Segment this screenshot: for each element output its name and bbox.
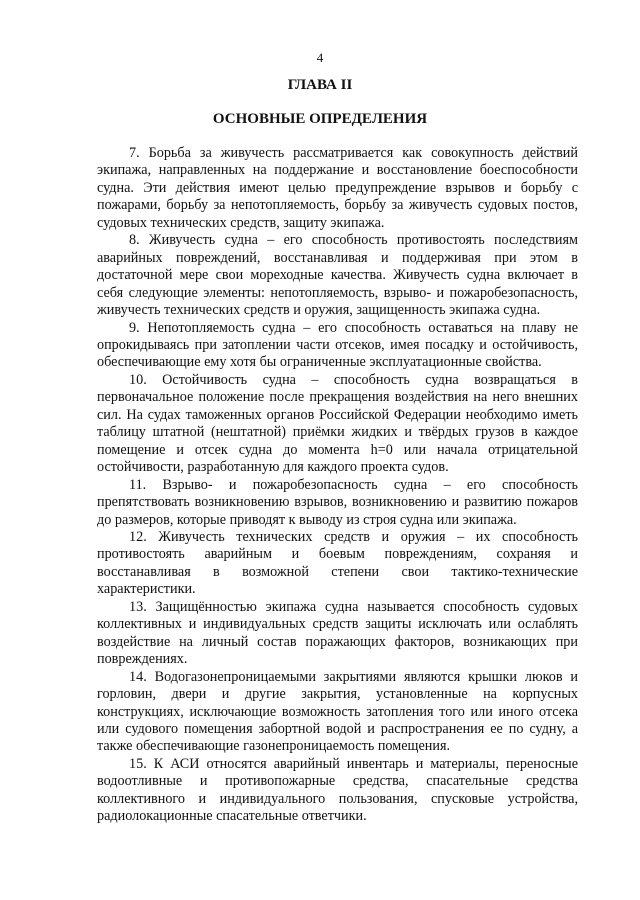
body-text: [97, 145, 578, 826]
page-number: 4: [316, 50, 324, 65]
chapter-heading: ГЛАВА II: [287, 77, 353, 93]
paragraph-10: 10. Остойчивость судна – способность судна возвращаться в первоначальное положение после прекращения воздействия на него внешних сил. На судах таможенных органов Российской Федерации необходимо иметь таблицу штатной (нештатной) приёмки жидких и твёрдых грузов в каждое помещение и отсек судна до момента h=0 или начала отрицательной остойчивости, разработанную для каждого проекта судов.: [97, 371, 578, 476]
paragraph-15: 15. К АСИ относятся аварийный инвентарь и материалы, переносные водоотливные и противопожарные средства, спасательные средства коллективного и индивидуального пользования, спусковые устройства, радиолокационные спасательные ответчики.: [97, 755, 578, 825]
paragraph-12: 12. Живучесть технических средств и оружия – их способность противостоять аварийным и боевым повреждениям, сохраняя и восстанавливая в возможной степени свои тактико-технические характеристики.: [97, 528, 578, 598]
paragraph-7: 7. Борьба за живучесть рассматривается как совокупность действий экипажа, направленных на поддержание и восстановление боеспособности судна. Эти действия имеют целью предупреждение взрывов и борьбу с пожарами, борьбу за непотопляемость, борьбу за живучесть судовых постов, судовых технических средств, защиту экипажа.: [97, 145, 578, 231]
paragraph-8: 8. Живучесть судна – его способность противостоять последствиям аварийных повреждений, восстанавливая и поддерживая при этом в достаточной мере свои мореходные качества. Живучесть судна включает в себя следующие элементы: непотопляемость, взрыво- и пожаробезопасность, живучесть технических средств и оружия, защищенность экипажа судна.: [97, 232, 578, 319]
paragraph-14: 14. Водогазонепроницаемыми закрытиями являются крышки люков и горловин, двери и другие закрытия, установленные на корпусных конструкциях, исключающие возможность затопления того или иного отсека или судового помещения забортной водой и распространения ее по судну, а также обеспечивающие газонепроницаемость помещения.: [97, 668, 578, 755]
section-title: ОСНОВНЫЕ ОПРЕДЕЛЕНИЯ: [212, 111, 428, 127]
paragraph-13: 13. Защищённостью экипажа судна называется способность судовых коллективных и индивидуальных средств защиты исключать или ослаблять воздействие на личный состав поражающих факторов, возникающих при повреждениях.: [97, 598, 578, 668]
paragraph-9: 9. Непотопляемость судна – его способность оставаться на плаву не опрокидываясь при затоплении части отсеков, имея посадку и остойчивость, обеспечивающие ему хотя бы ограниченные эксплуатационные свойства.: [97, 319, 578, 371]
paragraph-11: 11. Взрыво- и пожаробезопасность судна – его способность препятствовать возникновению взрывов, возникновению и развитию пожаров до размеров, которые приводят к выводу из строя судна или экипажа.: [97, 476, 578, 528]
